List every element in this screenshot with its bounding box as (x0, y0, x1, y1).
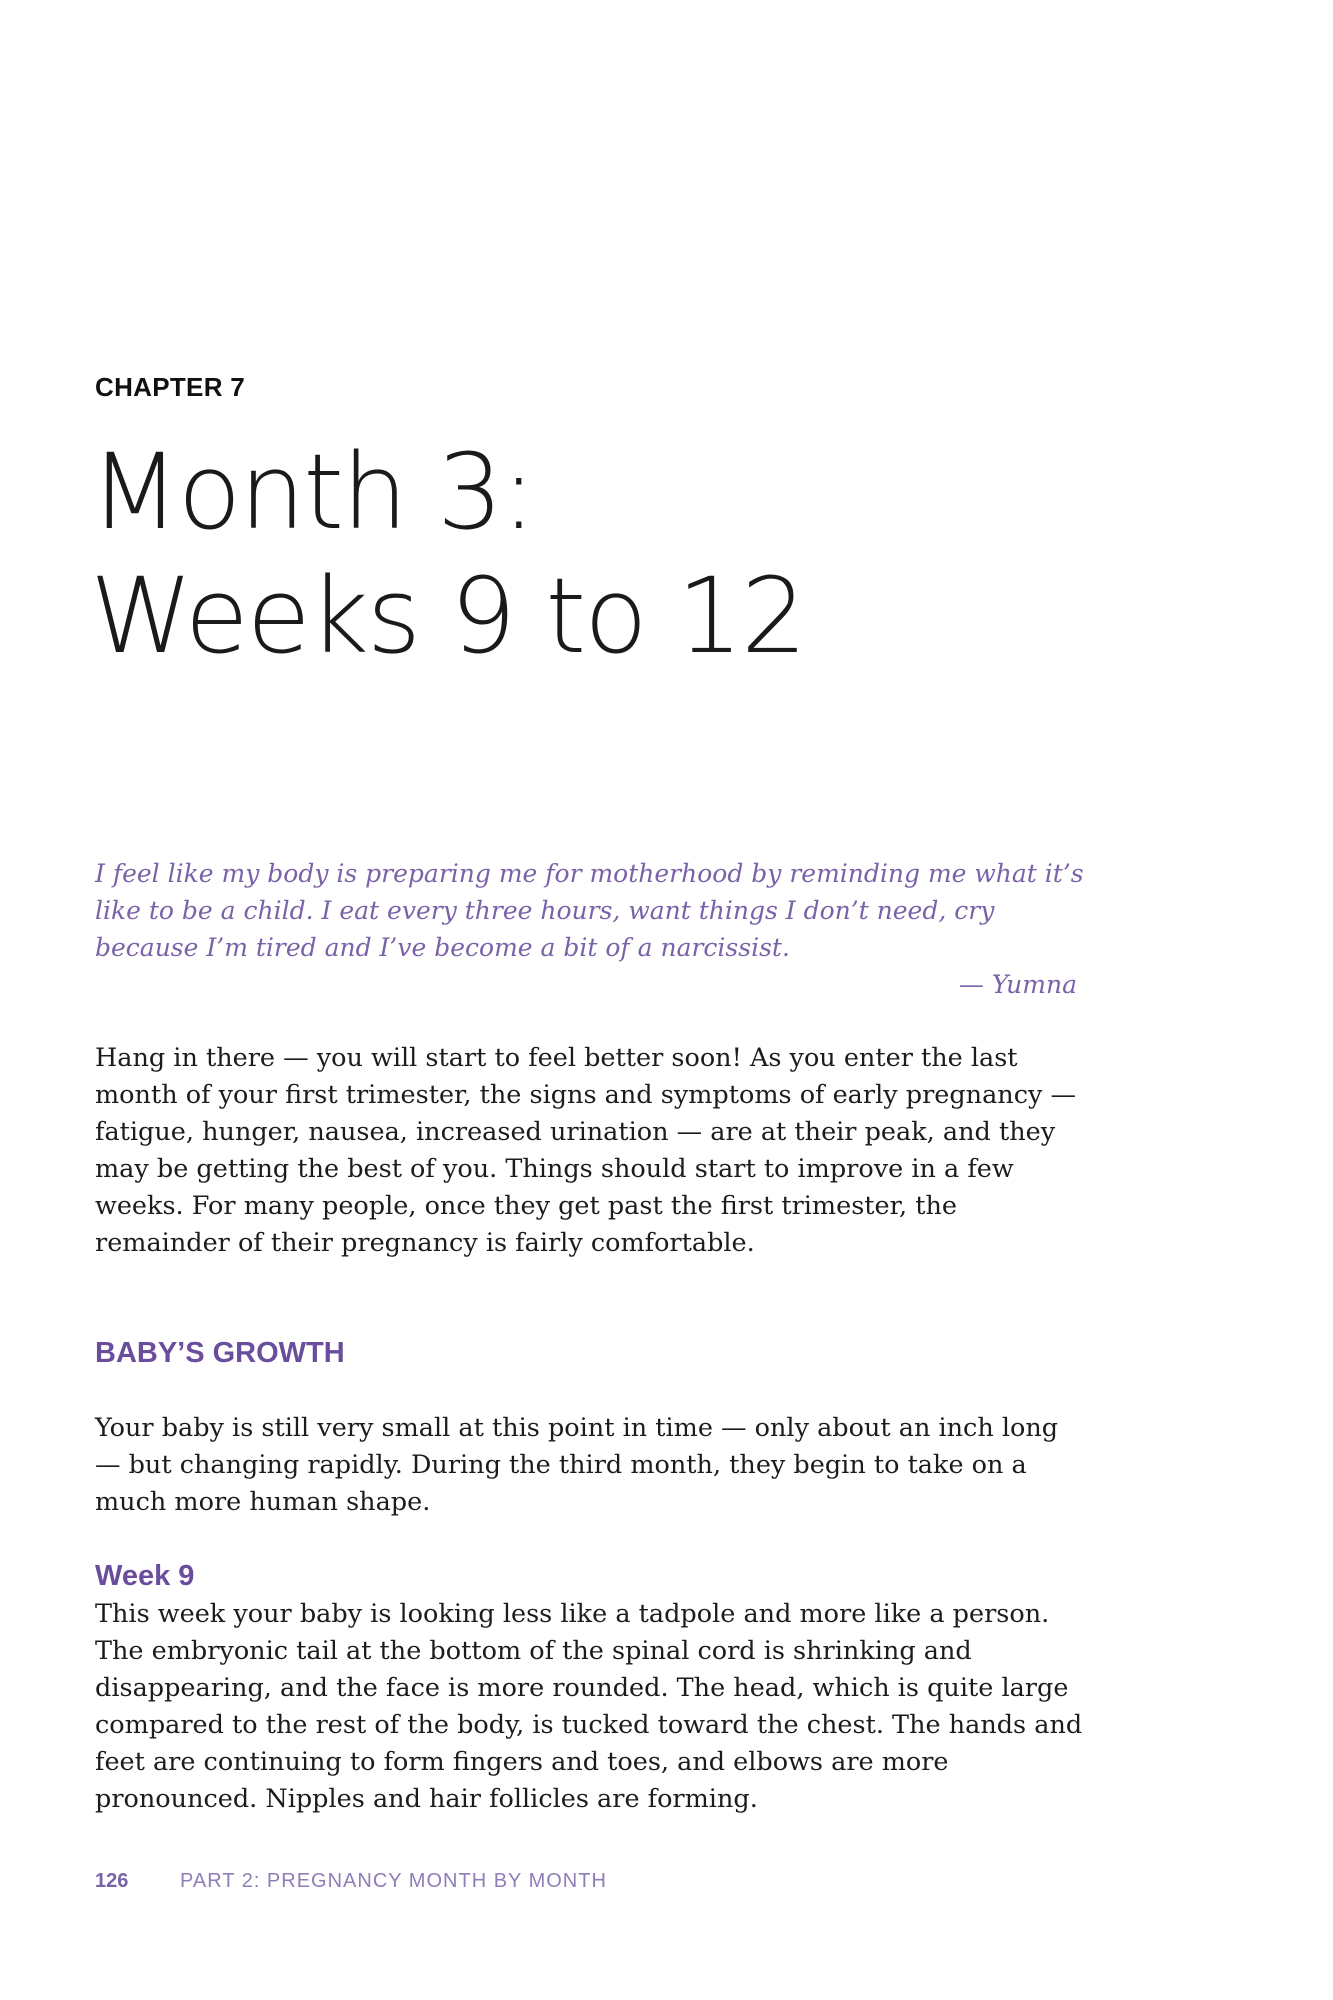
chapter-title (90, 430, 805, 678)
chapter-title-line-1: Month 3: (90, 431, 535, 553)
footer-page-number: 126 (95, 1870, 129, 1892)
section-heading-babys-growth: BABY’S GROWTH (95, 1337, 345, 1369)
intro-paragraph: Hang in there — you will start to feel better soon! As you enter the last month of your first trimester, the signs and symptoms of early pregnancy — fatigue, hunger, nausea, increased urination — are at their peak, and they may be getting the best of you. Things should start to improve in a few weeks. For many people, once they get past the first trimester, the remainder of their pregnancy is fairly comfortable. (95, 1043, 1077, 1258)
week-9-paragraph: This week your baby is looking less like a tadpole and more like a person. The embryonic tail at the bottom of the spinal cord is shrinking and disappearing, and the face is more rounded. The head, which is quite large compared to the rest of the body, is tucked toward the chest. The hands and feet are continuing to form fingers and toes, and elbows are more pronounced. Nipples and hair follicles are forming. (95, 1599, 1083, 1814)
epigraph-quote: I feel like my body is preparing me for motherhood by reminding me what it’s like to be a child. I eat every three hours, want things I don’t need, cry because I’m tired and I’ve become a bit of a narcissist. (95, 859, 1084, 962)
footer-section-title: PART 2: PREGNANCY MONTH BY MONTH (180, 1870, 607, 1892)
chapter-title-line-2: Weeks 9 to 12 (90, 555, 806, 677)
week-9-heading: Week 9 (95, 1560, 195, 1592)
babys-growth-paragraph: Your baby is still very small at this point in time — only about an inch long — but changing rapidly. During the third month, they begin to take on a much more human shape. (95, 1413, 1059, 1517)
epigraph-author: — Yumna (958, 970, 1077, 999)
chapter-label: CHAPTER 7 (95, 372, 246, 402)
